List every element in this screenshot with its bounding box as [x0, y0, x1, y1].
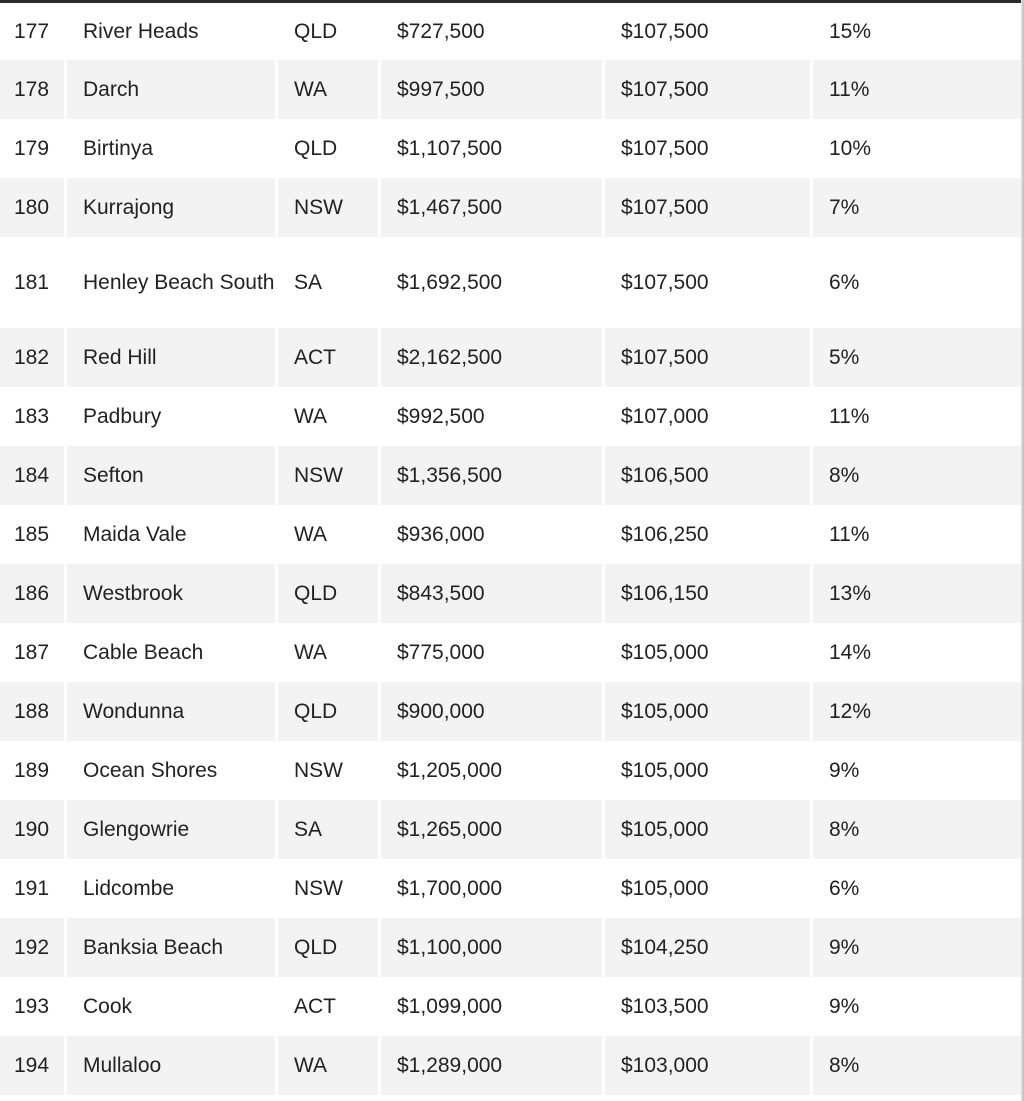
table-row	[0, 800, 1021, 859]
gain-cell: $105,000	[605, 859, 813, 918]
gain-cell: $103,500	[605, 977, 813, 1036]
percent-cell: 8%	[813, 1036, 1021, 1095]
state-cell: QLD	[278, 564, 381, 623]
price-cell: $727,500	[381, 3, 605, 60]
gain-cell: $107,500	[605, 119, 813, 178]
table-row	[0, 387, 1021, 446]
table-row	[0, 859, 1021, 918]
state-cell: NSW	[278, 741, 381, 800]
percent-cell: 8%	[813, 446, 1021, 505]
percent-cell: 11%	[813, 60, 1021, 119]
state-cell: ACT	[278, 328, 381, 387]
suburb-cell: Birtinya	[67, 119, 278, 178]
table-body	[0, 3, 1021, 1095]
gain-cell: $104,250	[605, 918, 813, 977]
percent-cell: 10%	[813, 119, 1021, 178]
rank-cell: 179	[0, 119, 67, 178]
suburb-cell: Lidcombe	[67, 859, 278, 918]
gain-cell: $107,500	[605, 60, 813, 119]
gain-cell: $105,000	[605, 682, 813, 741]
table-row	[0, 328, 1021, 387]
rank-cell: 187	[0, 623, 67, 682]
rank-cell: 190	[0, 800, 67, 859]
rank-cell: 188	[0, 682, 67, 741]
state-cell: WA	[278, 623, 381, 682]
suburb-cell: Red Hill	[67, 328, 278, 387]
gain-cell: $105,000	[605, 800, 813, 859]
rank-cell: 191	[0, 859, 67, 918]
price-cell: $1,099,000	[381, 977, 605, 1036]
price-cell: $1,356,500	[381, 446, 605, 505]
state-cell: QLD	[278, 682, 381, 741]
suburb-cell: Cable Beach	[67, 623, 278, 682]
suburb-cell: Mullaloo	[67, 1036, 278, 1095]
percent-cell: 13%	[813, 564, 1021, 623]
percent-cell: 5%	[813, 328, 1021, 387]
rank-cell: 180	[0, 178, 67, 237]
state-cell: WA	[278, 505, 381, 564]
price-cell: $1,265,000	[381, 800, 605, 859]
state-cell: WA	[278, 387, 381, 446]
price-cell: $1,700,000	[381, 859, 605, 918]
table-row	[0, 237, 1021, 328]
gain-cell: $107,500	[605, 178, 813, 237]
table-row	[0, 3, 1021, 60]
price-cell: $936,000	[381, 505, 605, 564]
suburb-cell: Cook	[67, 977, 278, 1036]
price-cell: $1,205,000	[381, 741, 605, 800]
state-cell: QLD	[278, 119, 381, 178]
gain-cell: $106,500	[605, 446, 813, 505]
percent-cell: 15%	[813, 3, 1021, 60]
percent-cell: 8%	[813, 800, 1021, 859]
suburb-cell: Maida Vale	[67, 505, 278, 564]
rank-cell: 186	[0, 564, 67, 623]
rank-cell: 194	[0, 1036, 67, 1095]
price-cell: $1,100,000	[381, 918, 605, 977]
suburb-cell: Banksia Beach	[67, 918, 278, 977]
state-cell: NSW	[278, 446, 381, 505]
price-cell: $997,500	[381, 60, 605, 119]
table-row	[0, 918, 1021, 977]
price-cell: $1,692,500	[381, 237, 605, 328]
table-row	[0, 60, 1021, 119]
gain-cell: $107,500	[605, 328, 813, 387]
rank-cell: 178	[0, 60, 67, 119]
gain-cell: $105,000	[605, 741, 813, 800]
percent-cell: 11%	[813, 387, 1021, 446]
suburb-cell: Darch	[67, 60, 278, 119]
state-cell: WA	[278, 60, 381, 119]
gain-cell: $106,250	[605, 505, 813, 564]
rank-cell: 182	[0, 328, 67, 387]
state-cell: NSW	[278, 859, 381, 918]
gain-cell: $103,000	[605, 1036, 813, 1095]
gain-cell: $105,000	[605, 623, 813, 682]
rank-cell: 183	[0, 387, 67, 446]
table-row	[0, 1036, 1021, 1095]
suburb-cell: Wondunna	[67, 682, 278, 741]
percent-cell: 6%	[813, 237, 1021, 328]
price-cell: $900,000	[381, 682, 605, 741]
suburb-cell: Padbury	[67, 387, 278, 446]
suburb-cell: Kurrajong	[67, 178, 278, 237]
table-row	[0, 505, 1021, 564]
table-row	[0, 682, 1021, 741]
price-cell: $1,467,500	[381, 178, 605, 237]
percent-cell: 7%	[813, 178, 1021, 237]
percent-cell: 12%	[813, 682, 1021, 741]
rank-cell: 185	[0, 505, 67, 564]
suburb-cell: Sefton	[67, 446, 278, 505]
percent-cell: 11%	[813, 505, 1021, 564]
table-row	[0, 741, 1021, 800]
state-cell: WA	[278, 1036, 381, 1095]
rank-cell: 177	[0, 3, 67, 60]
price-cell: $992,500	[381, 387, 605, 446]
suburb-cell: Ocean Shores	[67, 741, 278, 800]
price-cell: $843,500	[381, 564, 605, 623]
suburb-cell: Westbrook	[67, 564, 278, 623]
gain-cell: $106,150	[605, 564, 813, 623]
price-cell: $2,162,500	[381, 328, 605, 387]
rank-cell: 192	[0, 918, 67, 977]
rank-cell: 193	[0, 977, 67, 1036]
gain-cell: $107,000	[605, 387, 813, 446]
table-row	[0, 119, 1021, 178]
percent-cell: 9%	[813, 918, 1021, 977]
percent-cell: 9%	[813, 741, 1021, 800]
state-cell: ACT	[278, 977, 381, 1036]
suburb-cell: Glengowrie	[67, 800, 278, 859]
table-row	[0, 564, 1021, 623]
gain-cell: $107,500	[605, 3, 813, 60]
rank-cell: 189	[0, 741, 67, 800]
state-cell: NSW	[278, 178, 381, 237]
suburb-cell: River Heads	[67, 3, 278, 60]
suburb-ranking-table	[0, 3, 1021, 1095]
state-cell: SA	[278, 237, 381, 328]
price-cell: $1,107,500	[381, 119, 605, 178]
table-row	[0, 977, 1021, 1036]
percent-cell: 9%	[813, 977, 1021, 1036]
percent-cell: 14%	[813, 623, 1021, 682]
state-cell: QLD	[278, 3, 381, 60]
table-row	[0, 178, 1021, 237]
percent-cell: 6%	[813, 859, 1021, 918]
state-cell: SA	[278, 800, 381, 859]
suburb-cell: Henley Beach South	[67, 237, 278, 328]
table-row	[0, 446, 1021, 505]
rank-cell: 181	[0, 237, 67, 328]
state-cell: QLD	[278, 918, 381, 977]
table-row	[0, 623, 1021, 682]
price-cell: $775,000	[381, 623, 605, 682]
gain-cell: $107,500	[605, 237, 813, 328]
price-cell: $1,289,000	[381, 1036, 605, 1095]
rank-cell: 184	[0, 446, 67, 505]
